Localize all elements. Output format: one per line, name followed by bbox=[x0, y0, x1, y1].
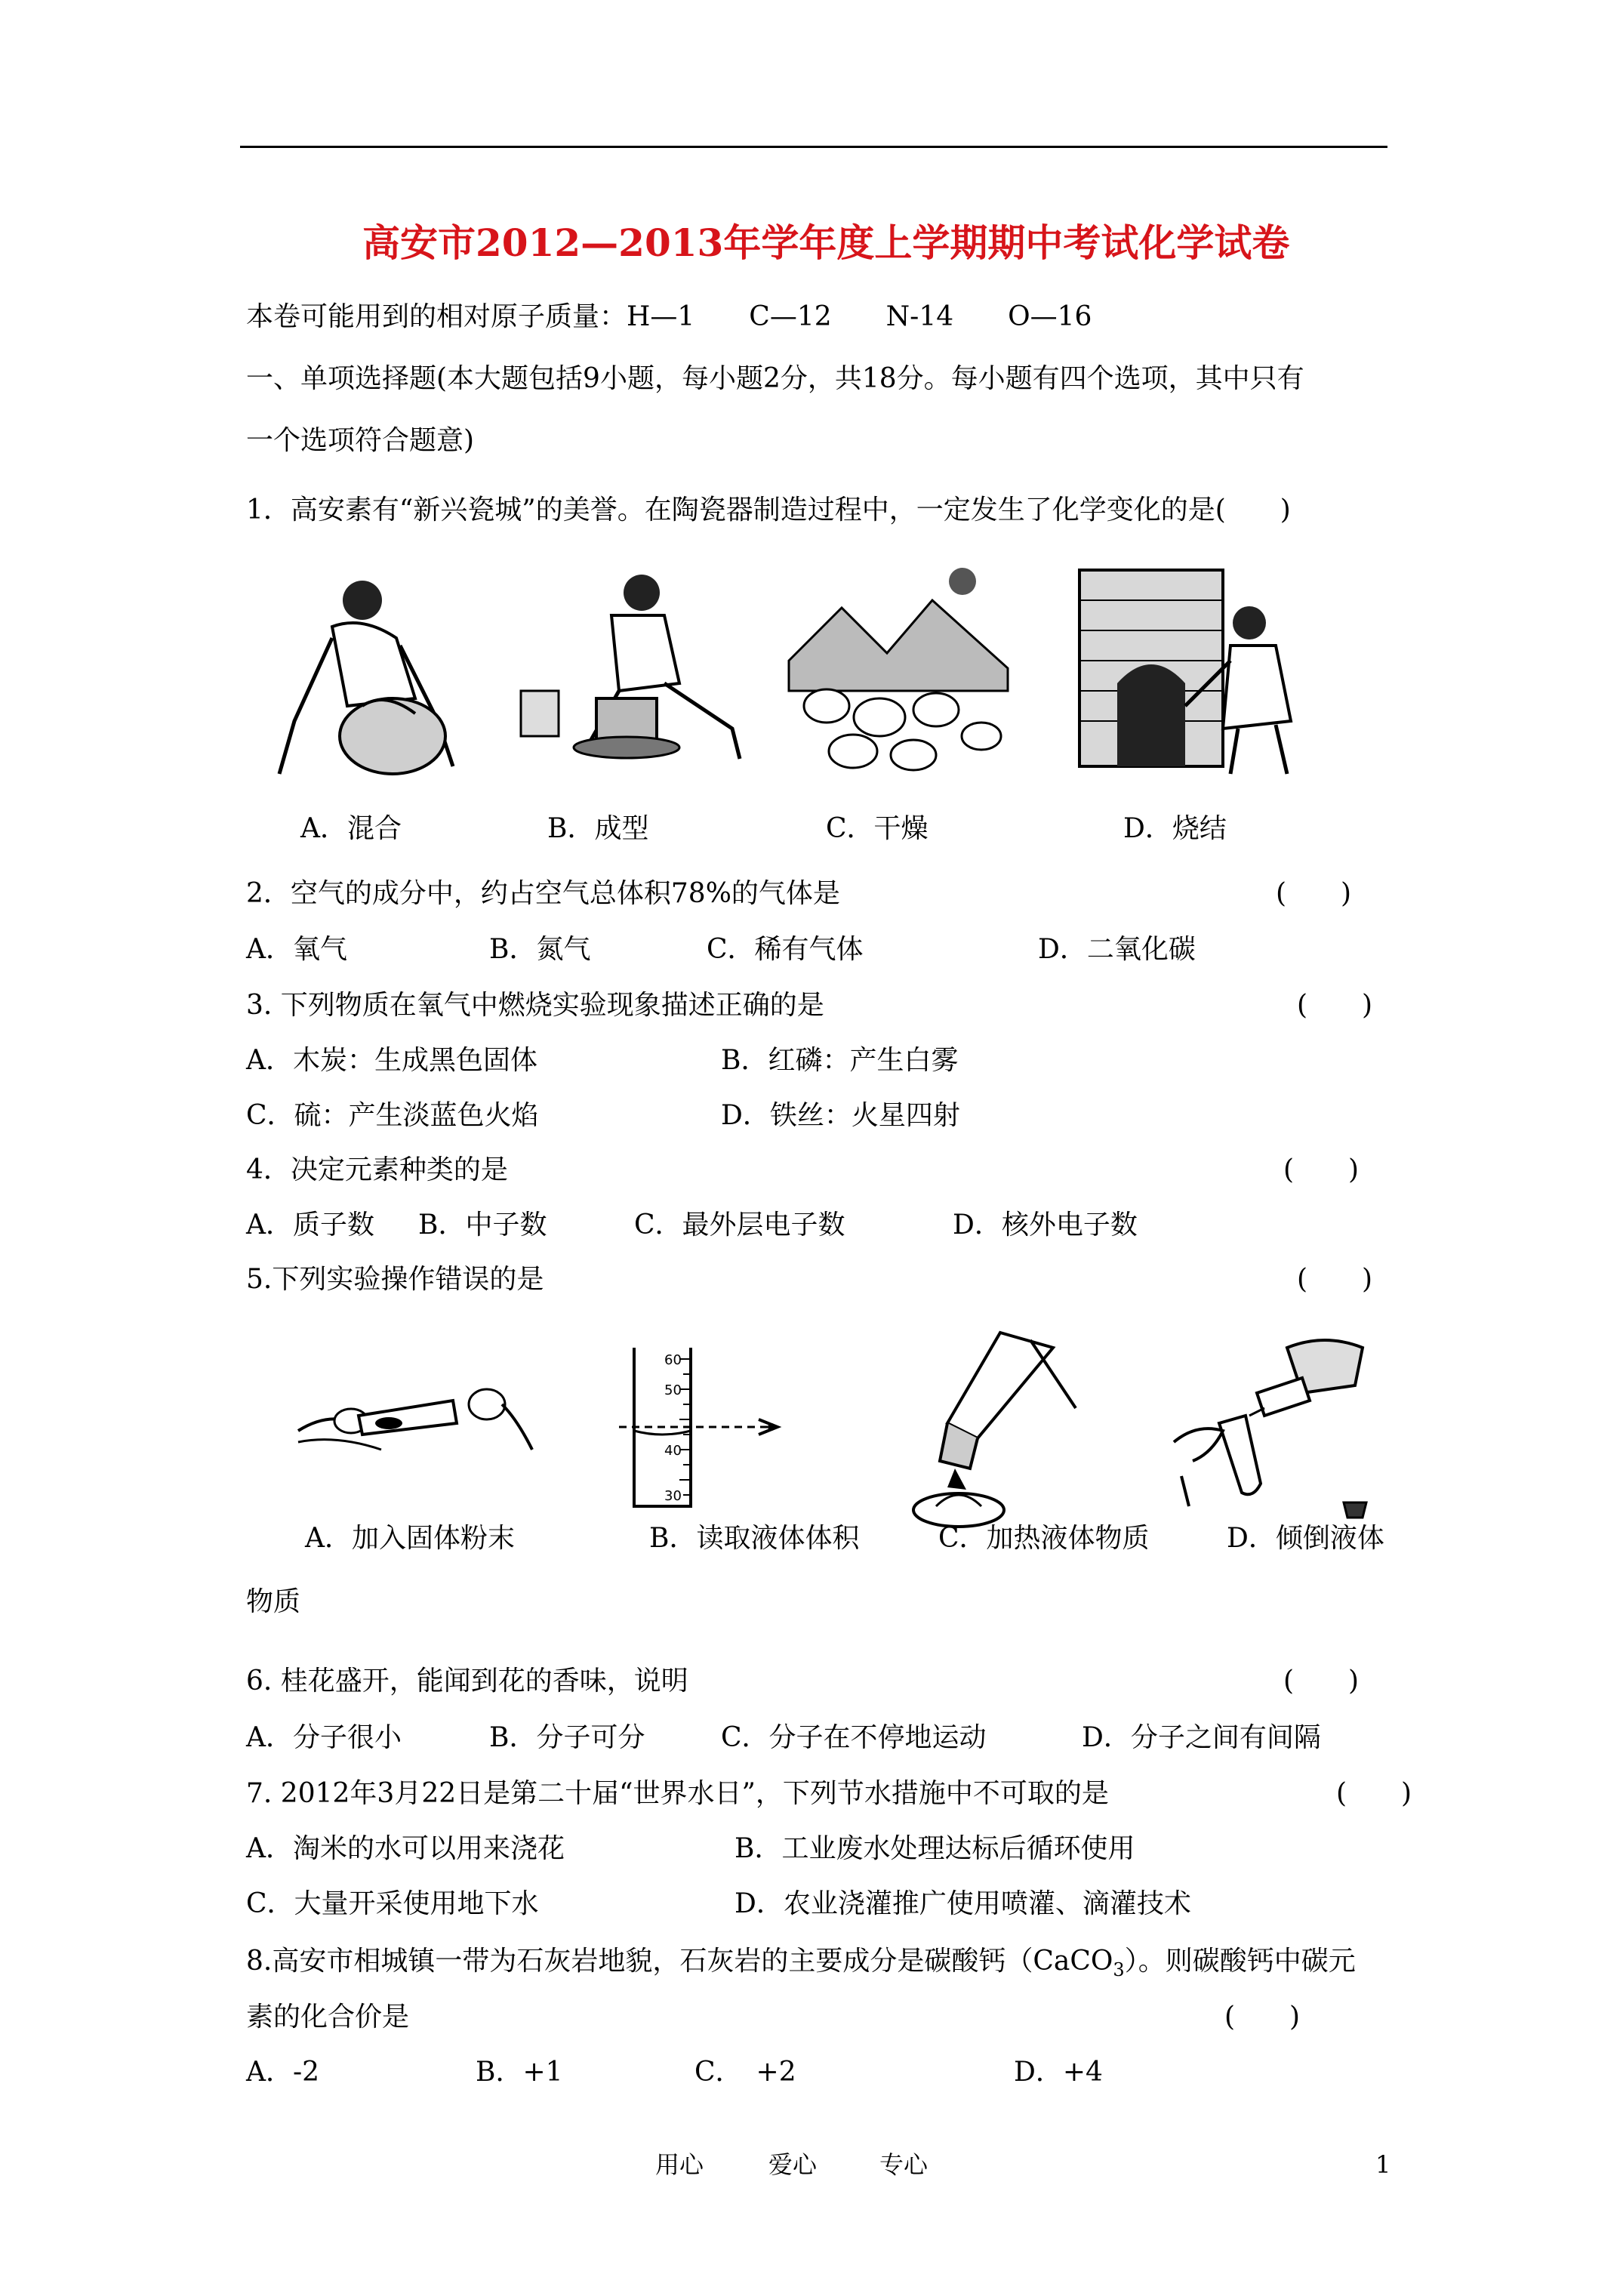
q3-option-d: D．铁丝：火星四射 bbox=[721, 1100, 960, 1131]
q8-stem-line2: 素的化合价是 bbox=[246, 2002, 410, 2032]
q7-option-d: D．农业浇灌推广使用喷灌、滴灌技术 bbox=[735, 1888, 1191, 1919]
cylinder-tick-50: 50 bbox=[664, 1382, 682, 1398]
q5-stem: 5.下列实验操作错误的是 bbox=[246, 1264, 544, 1295]
atomic-masses-note: 本卷可能用到的相对原子质量：H—1 C—12 N-14 O—16 bbox=[246, 301, 1092, 332]
q4-option-d: D．核外电子数 bbox=[953, 1210, 1138, 1240]
q3-option-a: A．木炭：生成黑色固体 bbox=[246, 1045, 537, 1076]
q7-option-c: C．大量开采使用地下水 bbox=[246, 1888, 539, 1919]
q1-option-d: D．烧结 bbox=[1123, 813, 1227, 844]
q2-option-d: D．二氧化碳 bbox=[1038, 934, 1196, 965]
q1-stem: 1．高安素有“新兴瓷城”的美誉。在陶瓷器制造过程中，一定发生了化学变化的是( ) bbox=[246, 495, 1291, 525]
q5-option-b: B．读取液体体积 bbox=[649, 1523, 860, 1554]
q4-stem: 4．决定元素种类的是 bbox=[246, 1154, 508, 1185]
q5-option-a: A．加入固体粉末 bbox=[305, 1523, 515, 1554]
footer-item-2: 爱心 bbox=[768, 2150, 818, 2179]
q8-stem-line1 bbox=[246, 1945, 1356, 1986]
section1-header-line1: 一、单项选择题(本大题包括9小题，每小题2分，共18分。每小题有四个选项，其中只有 bbox=[246, 363, 1304, 394]
q5-image-adding-powder bbox=[291, 1359, 540, 1480]
q7-answer-paren: ( ) bbox=[1336, 1778, 1412, 1809]
q2-option-a: A．氧气 bbox=[246, 934, 347, 965]
page-number: 1 bbox=[1375, 2150, 1391, 2179]
q5-image-heating-liquid bbox=[895, 1325, 1083, 1536]
q6-option-a: A．分子很小 bbox=[246, 1722, 402, 1753]
q8-answer-paren: ( ) bbox=[1224, 2002, 1301, 2032]
q8-formula-subscript: 3 bbox=[1113, 1959, 1125, 1980]
cylinder-tick-60: 60 bbox=[664, 1352, 682, 1368]
q1-image-drying bbox=[781, 555, 1023, 781]
cylinder-tick-40: 40 bbox=[664, 1443, 682, 1459]
q6-option-c: C．分子在不停地运动 bbox=[721, 1722, 987, 1753]
footer-item-1: 用心 bbox=[655, 2150, 704, 2179]
q5-option-c: C．加热液体物质 bbox=[938, 1523, 1150, 1554]
q4-option-c: C．最外层电子数 bbox=[634, 1210, 845, 1240]
q5-answer-paren: ( ) bbox=[1297, 1264, 1373, 1295]
q4-option-a: A．质子数 bbox=[246, 1210, 374, 1240]
section1-header-line2: 一个选项符合题意) bbox=[246, 425, 475, 456]
q4-answer-paren: ( ) bbox=[1283, 1154, 1360, 1185]
q2-stem: 2．空气的成分中，约占空气总体积78%的气体是 bbox=[246, 878, 840, 909]
q8-option-c: C． +2 bbox=[694, 2057, 796, 2088]
q3-answer-paren: ( ) bbox=[1297, 990, 1373, 1021]
q3-stem: 3. 下列物质在氧气中燃烧实验现象描述正确的是 bbox=[246, 990, 824, 1021]
q8-option-d: D．+4 bbox=[1014, 2057, 1103, 2088]
q7-option-a: A．淘米的水可以用来浇花 bbox=[246, 1833, 565, 1864]
q1-image-sintering bbox=[1072, 555, 1313, 781]
q1-option-a: A．混合 bbox=[300, 813, 402, 844]
q8-option-b: B．+1 bbox=[476, 2057, 563, 2088]
q5-option-d-wrap: 物质 bbox=[246, 1586, 301, 1617]
q8-option-a: A．-2 bbox=[246, 2057, 320, 2088]
q8-stem-line1-pre: 8.高安市相城镇一带为石灰岩地貌，石灰岩的主要成分是碳酸钙（CaCO bbox=[246, 1946, 1113, 1977]
q3-option-b: B．红磷：产生白雾 bbox=[721, 1045, 959, 1076]
q1-image-mixing bbox=[249, 555, 476, 781]
q4-option-b: B．中子数 bbox=[418, 1210, 547, 1240]
q1-image-shaping bbox=[513, 555, 755, 781]
q7-option-b: B．工业废水处理达标后循环使用 bbox=[735, 1833, 1135, 1864]
q2-option-b: B．氮气 bbox=[489, 934, 591, 965]
q5-option-d: D．倾倒液体 bbox=[1227, 1523, 1384, 1554]
q6-option-d: D．分子之间有间隔 bbox=[1082, 1722, 1321, 1753]
q1-option-c: C．干燥 bbox=[826, 813, 929, 844]
top-rule bbox=[240, 146, 1387, 148]
q3-option-c: C．硫：产生淡蓝色火焰 bbox=[246, 1100, 539, 1131]
footer-item-3: 专心 bbox=[879, 2150, 929, 2179]
q5-image-pouring-liquid bbox=[1166, 1333, 1385, 1529]
q8-stem-line1-post: ）。则碳酸钙中碳元 bbox=[1124, 1946, 1356, 1977]
q1-option-b: B．成型 bbox=[547, 813, 649, 844]
q6-answer-paren: ( ) bbox=[1283, 1666, 1360, 1697]
cylinder-tick-30: 30 bbox=[664, 1488, 682, 1504]
q2-option-c: C．稀有气体 bbox=[707, 934, 864, 965]
q5-image-reading-volume bbox=[619, 1344, 800, 1510]
exam-title: 高安市2012—2013年学年度上学期期中考试化学试卷 bbox=[362, 220, 1290, 265]
q6-option-b: B．分子可分 bbox=[489, 1722, 645, 1753]
q2-answer-paren: ( ) bbox=[1276, 878, 1352, 909]
q6-stem: 6. 桂花盛开，能闻到花的香味，说明 bbox=[246, 1666, 688, 1697]
q7-stem: 7. 2012年3月22日是第二十届“世界水日”，下列节水措施中不可取的是 bbox=[246, 1778, 1109, 1809]
